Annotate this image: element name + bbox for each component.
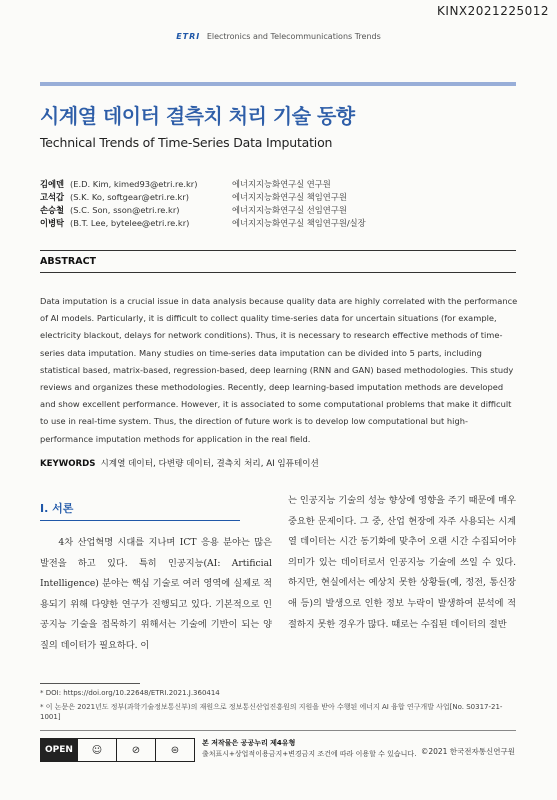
author-row [40,191,366,204]
keywords-label: KEYWORDS [40,459,96,469]
body-column-left: 4차 산업혁명 시대를 지나며 ICT 응용 분야는 많은 발전을 하고 있다. 특히 인공지능(AI: Artificial Intelligence) 분야는 핵심 기술로 여러 영역에 실제로 적용되기 위해 다양한 연구가 진행되고 있다. 기본적으로 인공지능 기술을 접목하기 위해서는 기술에 기반이 되는 양질의 데이터가 필요하다. 이 [40,537,272,651]
journal-name: Electronics and Telecommunications Trends [206,32,381,41]
body-column-right: 는 인공지능 기술의 성능 향상에 영향을 주기 때문에 매우 중요한 문제이다. 그 중, 산업 현장에 자주 사용되는 시계열 데이터는 시간 동기화에 맞추어 오랜 시간 수집되어야 의미가 있는 데이터로서 인공지능 기술에 쓰일 수 있다. 하지만, 현실에서는 예상치 못한 상황들(예, 정전, 통신장애 등)의 발생으로 인한 정보 누락이 발생하여 분석에 적절하지 못한 경우가 많다. 때로는 수집된 데이터의 절반 [288,495,516,630]
title-korean: 시계열 데이터 결측치 처리 기술 동향 [40,104,355,128]
author-row [40,204,366,217]
license-rule [40,730,516,731]
noncommercial-icon: ⊘ [116,739,155,761]
license-title: 본 저작물은 공공누리 제4유형 [202,739,296,747]
attribution-icon: ☺ [77,739,116,761]
author-email: (S.C. Son, sson@etri.re.kr) [70,205,180,215]
author-list [40,178,366,230]
author-email: (S.K. Ko, softgear@etri.re.kr) [70,192,189,202]
author-name: 김에덴 [40,179,65,189]
author-affiliation: 에너지지능화연구실 선임연구원 [232,205,347,215]
keywords-list: 시계열 데이터, 다변량 데이터, 결측치 처리, AI 임퓨테이션 [100,459,319,469]
no-derivatives-icon: ⊜ [155,739,194,761]
abstract-text: Data imputation is a crucial issue in data analysis because quality data are highly correlated with the performance of AI models. Particularly, it is difficult to collect quality time-series data for uncertain situations (for example, electricity blackout, delays for network conditions). Thus, it is necessary to research effective methods of time-series data imputation. Many studies on time-series data imputation can be divided into 5 parts, including statistical based, matrix-based, regression-based, deep learning (RNN and GAN) based methodologies. This study reviews and organizes these methodologies. Recently, deep learning-based imputation methods are developed and show excellent performance. However, it is associated to some computational problems that make it difficult to use in real-time system. Thus, the direction of future work is to develop low computational but high-performance imputation methods for application in the real field. [40,296,518,444]
author-affiliation: 에너지지능화연구실 책임연구원/실장 [232,218,366,228]
author-row [40,217,366,230]
author-email: (B.T. Lee, bytelee@etri.re.kr) [70,218,190,228]
journal-header [0,32,557,41]
author-row [40,178,366,191]
footnote-rule [40,683,140,684]
license-open-label: OPEN [41,739,77,761]
author-name: 이병탁 [40,218,65,228]
license-text [202,738,416,760]
document-code: KINX2021225012 [437,4,549,18]
abstract-top-rule [40,250,516,251]
footnote-doi: * DOI: https://doi.org/10.22648/ETRI.2021.J.360414 [40,689,220,697]
author-affiliation: 에너지지능화연구실 연구원 [232,179,331,189]
title-english: Technical Trends of Time-Series Data Imputation [40,135,333,150]
etri-logo: ETRI [176,32,201,41]
author-name: 고석갑 [40,192,65,202]
author-email: (E.D. Kim, kimed93@etri.re.kr) [70,179,198,189]
header-bar [40,82,516,86]
section-heading: Ⅰ. 서론 [40,500,240,521]
author-affiliation: 에너지지능화연구실 책임연구원 [232,192,347,202]
abstract-heading: ABSTRACT [40,256,97,267]
keywords [40,457,319,469]
footnote-acknowledgement: * 이 논문은 2021년도 정부(과학기술정보통신부)의 재원으로 정보통신산업진흥원의 지원을 받아 수행된 에너지 AI 융합 연구개발 사업[No. S0317-21-1001] [40,703,503,721]
abstract-bottom-rule [40,272,516,273]
license-conditions: 출처표시+상업적이용금지+변경금지 조건에 따라 이용할 수 있습니다. [202,750,417,758]
author-name: 손승철 [40,205,65,215]
license-badge [40,738,195,762]
copyright: ©2021 한국전자통신연구원 [420,747,515,756]
